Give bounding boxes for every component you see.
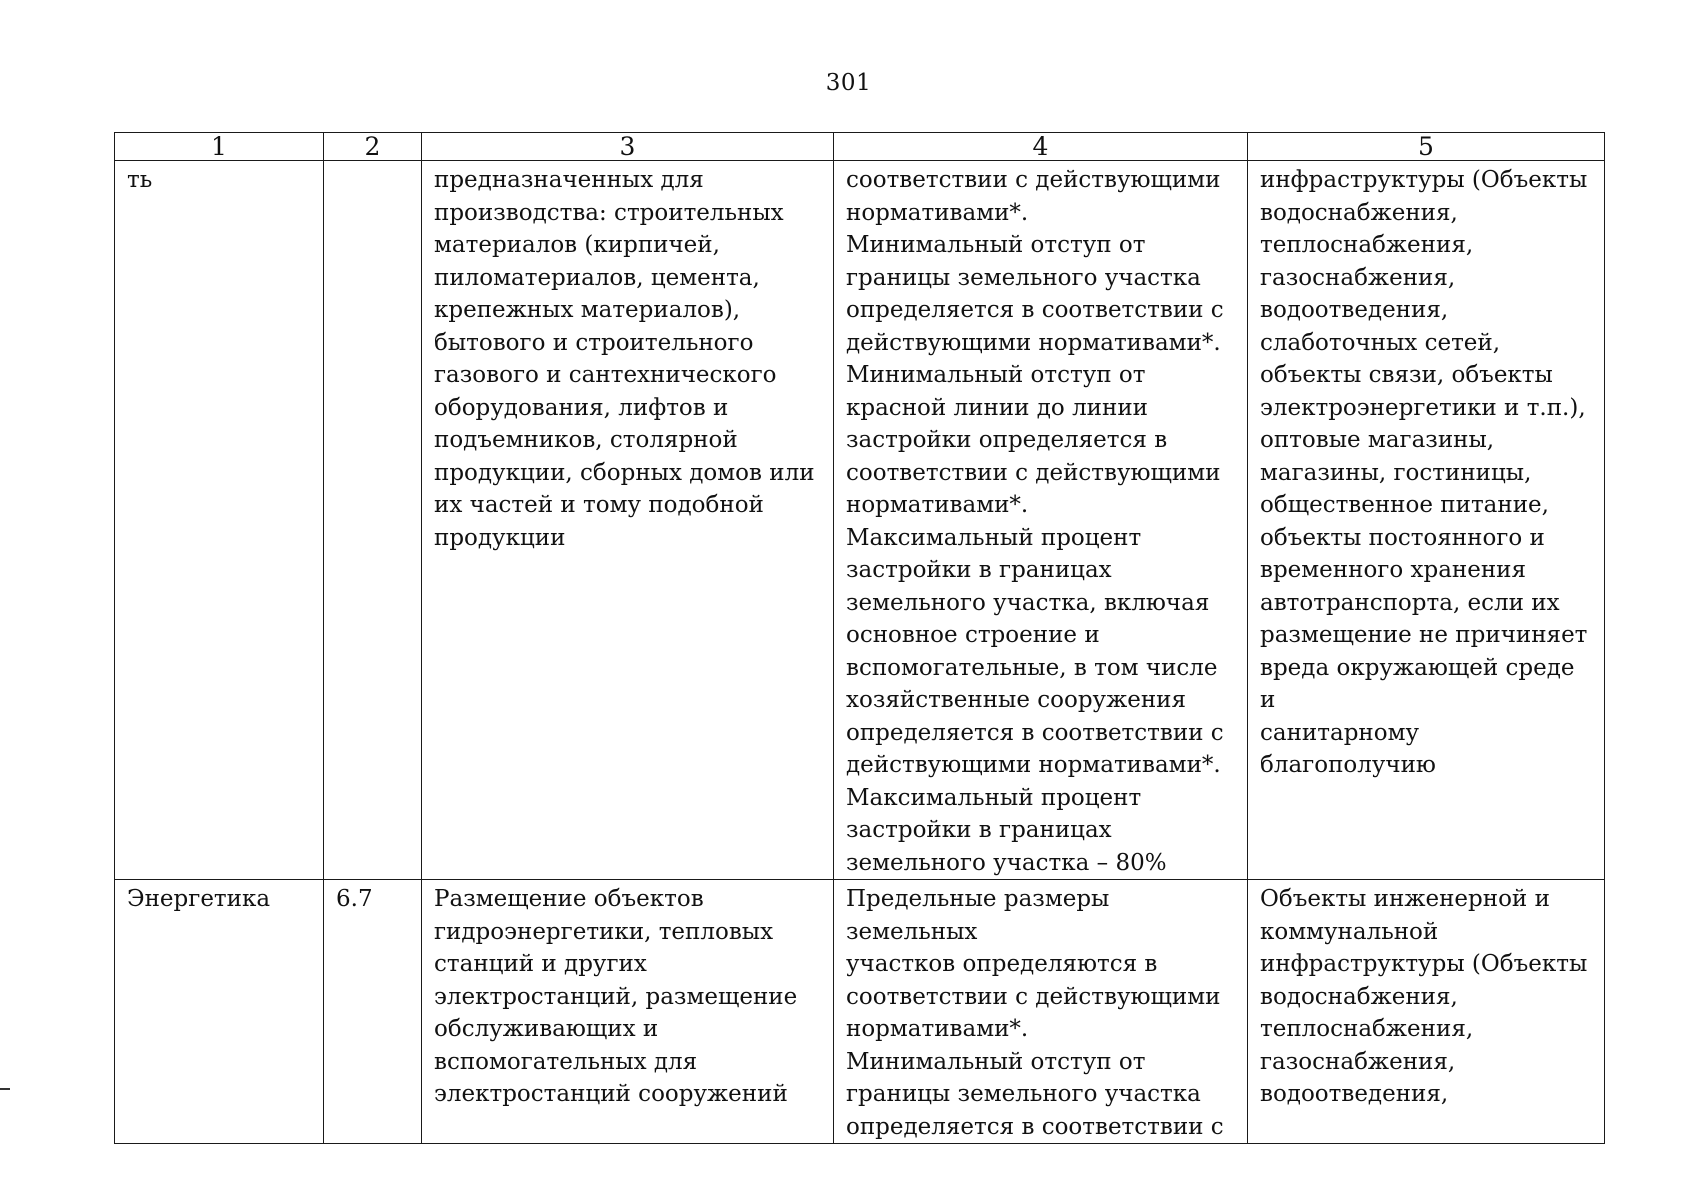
- use-name-cell: [115, 161, 324, 880]
- column-header-3: 3: [422, 133, 834, 161]
- permitted-objects-cell: [1248, 880, 1605, 1144]
- table-row: [115, 880, 1605, 1144]
- table-row: [115, 161, 1605, 880]
- permitted-objects-text: Объекты инженерной и коммунальной инфраструктуры (Объекты водоснабжения, теплоснабжения, газоснабжения, водоотведения,: [1260, 886, 1588, 1107]
- use-name-cell: [115, 880, 324, 1144]
- parameters-cell: [834, 880, 1248, 1144]
- zoning-table: [114, 132, 1605, 1144]
- parameters-text: соответствии с действующими нормативами*. Минимальный отступ от границы земельного участка определяется в соответствии с действующими нормативами*. Минимальный отступ от красной линии до линии застройки определяется в соответствии с действующими нормативами*. Максимальный процент застройки в границах земельного участка, включая основное строение и вспомогательные, в том числе хозяйственные сооружения определяется в соответствии с действующими нормативами*. Максимальный процент застройки в границах земельного участка – 80%: [846, 167, 1224, 876]
- column-header-4: 4: [834, 133, 1248, 161]
- parameters-text: Предельные размеры земельных участков определяются в соответствии с действующими нормативами*. Минимальный отступ от границы земельного участка определяется в соответствии с: [846, 886, 1224, 1140]
- table-header-row: [115, 133, 1605, 161]
- column-header-1: 1: [115, 133, 324, 161]
- permitted-objects-text: инфраструктуры (Объекты водоснабжения, теплоснабжения, газоснабжения, водоотведения, слаботочных сетей, объекты связи, объекты электроэнергетики и т.п.), оптовые магазины, магазины, гостиницы, общественное питание, объекты постоянного и временного хранения автотранспорта, если их размещение не причиняет вреда окружающей среде и санитарному благополучию: [1260, 167, 1588, 778]
- use-name-text: Энергетика: [127, 886, 271, 912]
- use-code-text: 6.7: [336, 886, 373, 912]
- column-header-5: 5: [1248, 133, 1605, 161]
- column-header-2: 2: [324, 133, 422, 161]
- margin-tick-mark: [0, 1088, 10, 1090]
- use-description-cell: [422, 161, 834, 880]
- use-code-cell: [324, 880, 422, 1144]
- permitted-objects-cell: [1248, 161, 1605, 880]
- use-description-cell: [422, 880, 834, 1144]
- parameters-cell: [834, 161, 1248, 880]
- use-name-text: ть: [127, 167, 153, 193]
- use-description-text: Размещение объектов гидроэнергетики, тепловых станций и других электростанций, размещение обслуживающих и вспомогательных для электростанций сооружений: [434, 886, 798, 1107]
- use-description-text: предназначенных для производства: строительных материалов (кирпичей, пиломатериалов, цемента, крепежных материалов), бытового и строительного газового и сантехнического оборудования, лифтов и подъемников, столярной продукции, сборных домов или их частей и тому подобной продукции: [434, 167, 815, 551]
- use-code-cell: [324, 161, 422, 880]
- page-number: 301: [825, 70, 872, 96]
